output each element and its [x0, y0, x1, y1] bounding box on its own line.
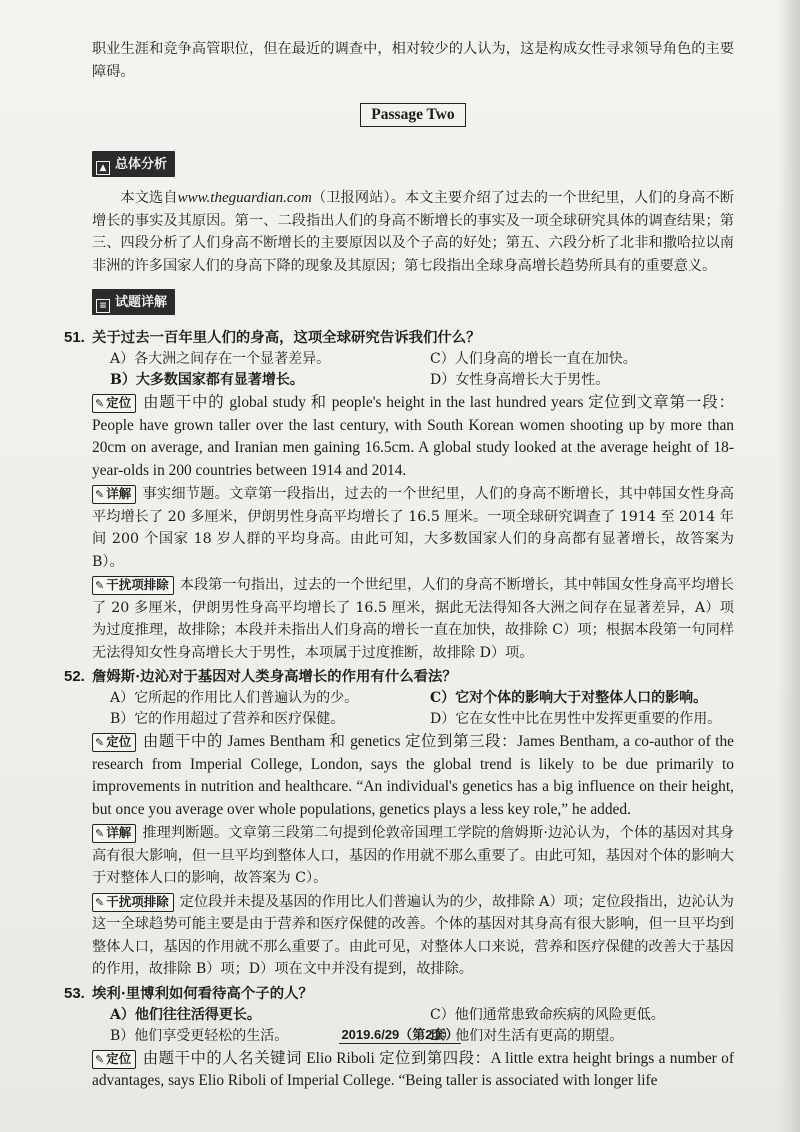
explain-tag: ✎ 详解: [92, 485, 136, 504]
option-a: A）它所起的作用比人们普遍认为的少。: [110, 690, 359, 706]
pen-icon: ✎: [95, 1052, 105, 1066]
option-b: B）他们享受更轻松的生活。: [110, 1027, 289, 1044]
locate-block: [92, 392, 734, 482]
pen-icon: ✎: [95, 397, 105, 410]
page-edge-shadow: [778, 0, 800, 1132]
option-c: C）他们通常患致命疾病的风险更低。: [430, 1006, 665, 1023]
distractor-text: 本段第一句指出，过去的一个世纪里，人们的身高不断增长，其中韩国女性身高平均增长了 20 多厘米，伊朗男性身高平均增长了 16.5 厘米，据此无法得知各大洲之间存在显著差异，A）项为过度推理，故排除；本段并未指出人们身高的增长一直在加快，故排除 C）项；根据本段第一句同样无法得知女性身高增长大于男性，本项属于过度推断，故排除 D）项。: [92, 577, 734, 661]
overview-icon: ▲: [96, 161, 110, 175]
question-stem: 埃利·里博利如何看待高个子的人？: [92, 984, 313, 1002]
locate-text: 由题干中的人名关键词 Elio Riboli 定位到第四段：A little extra height brings a number of advantages, says Elio Riboli of Imperial College. “Being taller is associated with longer life: [92, 1049, 734, 1089]
pen-icon: ✎: [95, 579, 105, 592]
section-heading-details: [92, 289, 175, 315]
question-51: [64, 327, 734, 664]
overview-body: （卫报网站）。本文主要介绍了过去的一个世纪里，人们的身高不断增长的事实及其原因。第一、二段指出人们的身高不断增长的事实及一项全球研究具体的调查结果；第三、四段分析了人们身高不断增长的主要原因以及个子高的好处；第五、六段分析了北非和撒哈拉以南非洲的许多国家人们的身高下降的现象及其原因；第七段指出全球身高增长趋势所具有的重要意义。: [92, 190, 734, 274]
details-icon: ≡: [96, 299, 110, 313]
pen-icon: ✎: [95, 895, 105, 909]
distractor-block: [92, 574, 734, 664]
option-d: D）他们对生活有更高的期望。: [430, 1027, 624, 1044]
question-number: 53.: [64, 984, 85, 1002]
locate-tag: ✎ 定位: [92, 394, 136, 413]
option-b-answer: B）大多数国家都有显著增长。: [110, 372, 304, 388]
explain-tag: ✎ 详解: [92, 824, 136, 843]
question-stem: 詹姆斯·边沁对于基因对人类身高增长的作用有什么看法？: [92, 668, 457, 685]
source-site: www.theguardian.com: [177, 190, 312, 206]
pen-icon: ✎: [95, 736, 105, 749]
page-number: 2019.6/29（第2套）: [341, 1027, 459, 1042]
locate-tag: ✎ 定位: [92, 1050, 136, 1069]
question-number: 51.: [64, 329, 85, 346]
distractor-tag: ✎ 干扰项排除: [92, 893, 174, 912]
overview-paragraph: [92, 187, 734, 277]
option-c: C）人们身高的增长一直在加快。: [430, 351, 637, 367]
details-heading-text: 试题详解: [115, 295, 168, 310]
question-stem: 关于过去一百年里人们的身高，这项全球研究告诉我们什么？: [92, 329, 481, 346]
pen-icon: ✎: [95, 488, 105, 501]
option-a-answer: A）他们往往活得更长。: [110, 1006, 261, 1023]
locate-block: [92, 731, 734, 821]
distractor-text: 定位段并未提及基因的作用比人们普遍认为的少，故排除 A）项；定位段指出，边沁认为这一全球趋势可能主要是由于营养和医疗保健的改善。个体的基因对其身高有很大影响，但一旦平均到整体人口，基因的作用就不那么重要了。由此可见，对整体人口来说，营养和医疗保健的改善大于基因的作用，故排除 B）项；D）项在文中并没有提到，故排除。: [92, 893, 734, 977]
locate-tag: ✎ 定位: [92, 733, 136, 752]
passage-title-wrap: [92, 103, 734, 127]
page-content: [64, 38, 734, 1093]
explain-text: 事实细节题。文章第一段指出，过去的一个世纪里，人们的身高不断增长，其中韩国女性身高平均增长了 20 多厘米，伊朗男性身高平均增长了 16.5 厘米。一项全球研究调查了 1914 至 2014 年间 200 个国家 18 岁人群的平均身高。由此可知，大多数国家人们的身高都有显著增长，故答案为 B）。: [92, 486, 734, 570]
section-heading-overview: [92, 151, 175, 177]
question-number: 52.: [64, 668, 85, 685]
explain-block: [92, 483, 734, 573]
page-footer: [0, 1024, 800, 1043]
option-d: D）女性身高增长大于男性。: [430, 372, 610, 388]
intro-paragraph: 职业生涯和竞争高管职位，但在最近的调查中，相对较少的人认为，这是构成女性寻求领导角色的主要障碍。: [92, 41, 734, 80]
distractor-tag: ✎ 干扰项排除: [92, 576, 174, 595]
option-grid: [110, 688, 734, 730]
pen-icon: ✎: [95, 827, 105, 840]
overview-heading-text: 总体分析: [115, 157, 168, 172]
passage-title: Passage Two: [360, 103, 465, 127]
option-a: A）各大洲之间存在一个显著差异。: [110, 351, 331, 367]
locate-text: 由题干中的 James Bentham 和 genetics 定位到第三段：James Bentham, a co-author of the research from Imperial College, London, says the global trend is likely to be due primarily to improvements in nutrition and healthcare. “An individual's genetics has a big influence on their height, but once you average over whole populations, genetics plays a less key role,” he added.: [92, 733, 734, 818]
question-52: [64, 666, 734, 981]
explain-text: 推理判断题。文章第三段第二句提到伦敦帝国理工学院的詹姆斯·边沁认为，个体的基因对其身高有很大影响，但一旦平均到整体人口，基因的作用就不那么重要了。由此可知，基因对个体的影响大于对整体人口的影响，故答案为 C）。: [92, 825, 734, 886]
locate-block: [92, 1048, 734, 1093]
option-b: B）它的作用超过了营养和医疗保健。: [110, 711, 345, 727]
explain-block: [92, 822, 734, 890]
locate-text: 由题干中的 global study 和 people's height in the last hundred years 定位到文章第一段：People have grown taller over the last century, with South Korean women shooting up by more than 20cm on average, and Iranian men gaining 16.5cm. A global study looked at the average height of 18-year-olds in 200 countries between 1914 and 2014.: [92, 394, 734, 479]
distractor-block: [92, 891, 734, 981]
overview-lead: 本文选自: [120, 190, 178, 206]
option-d: D）它在女性中比在男性中发挥更重要的作用。: [430, 711, 722, 727]
option-grid: [110, 349, 734, 391]
option-c-answer: C）它对个体的影响大于对整体人口的影响。: [430, 690, 708, 706]
